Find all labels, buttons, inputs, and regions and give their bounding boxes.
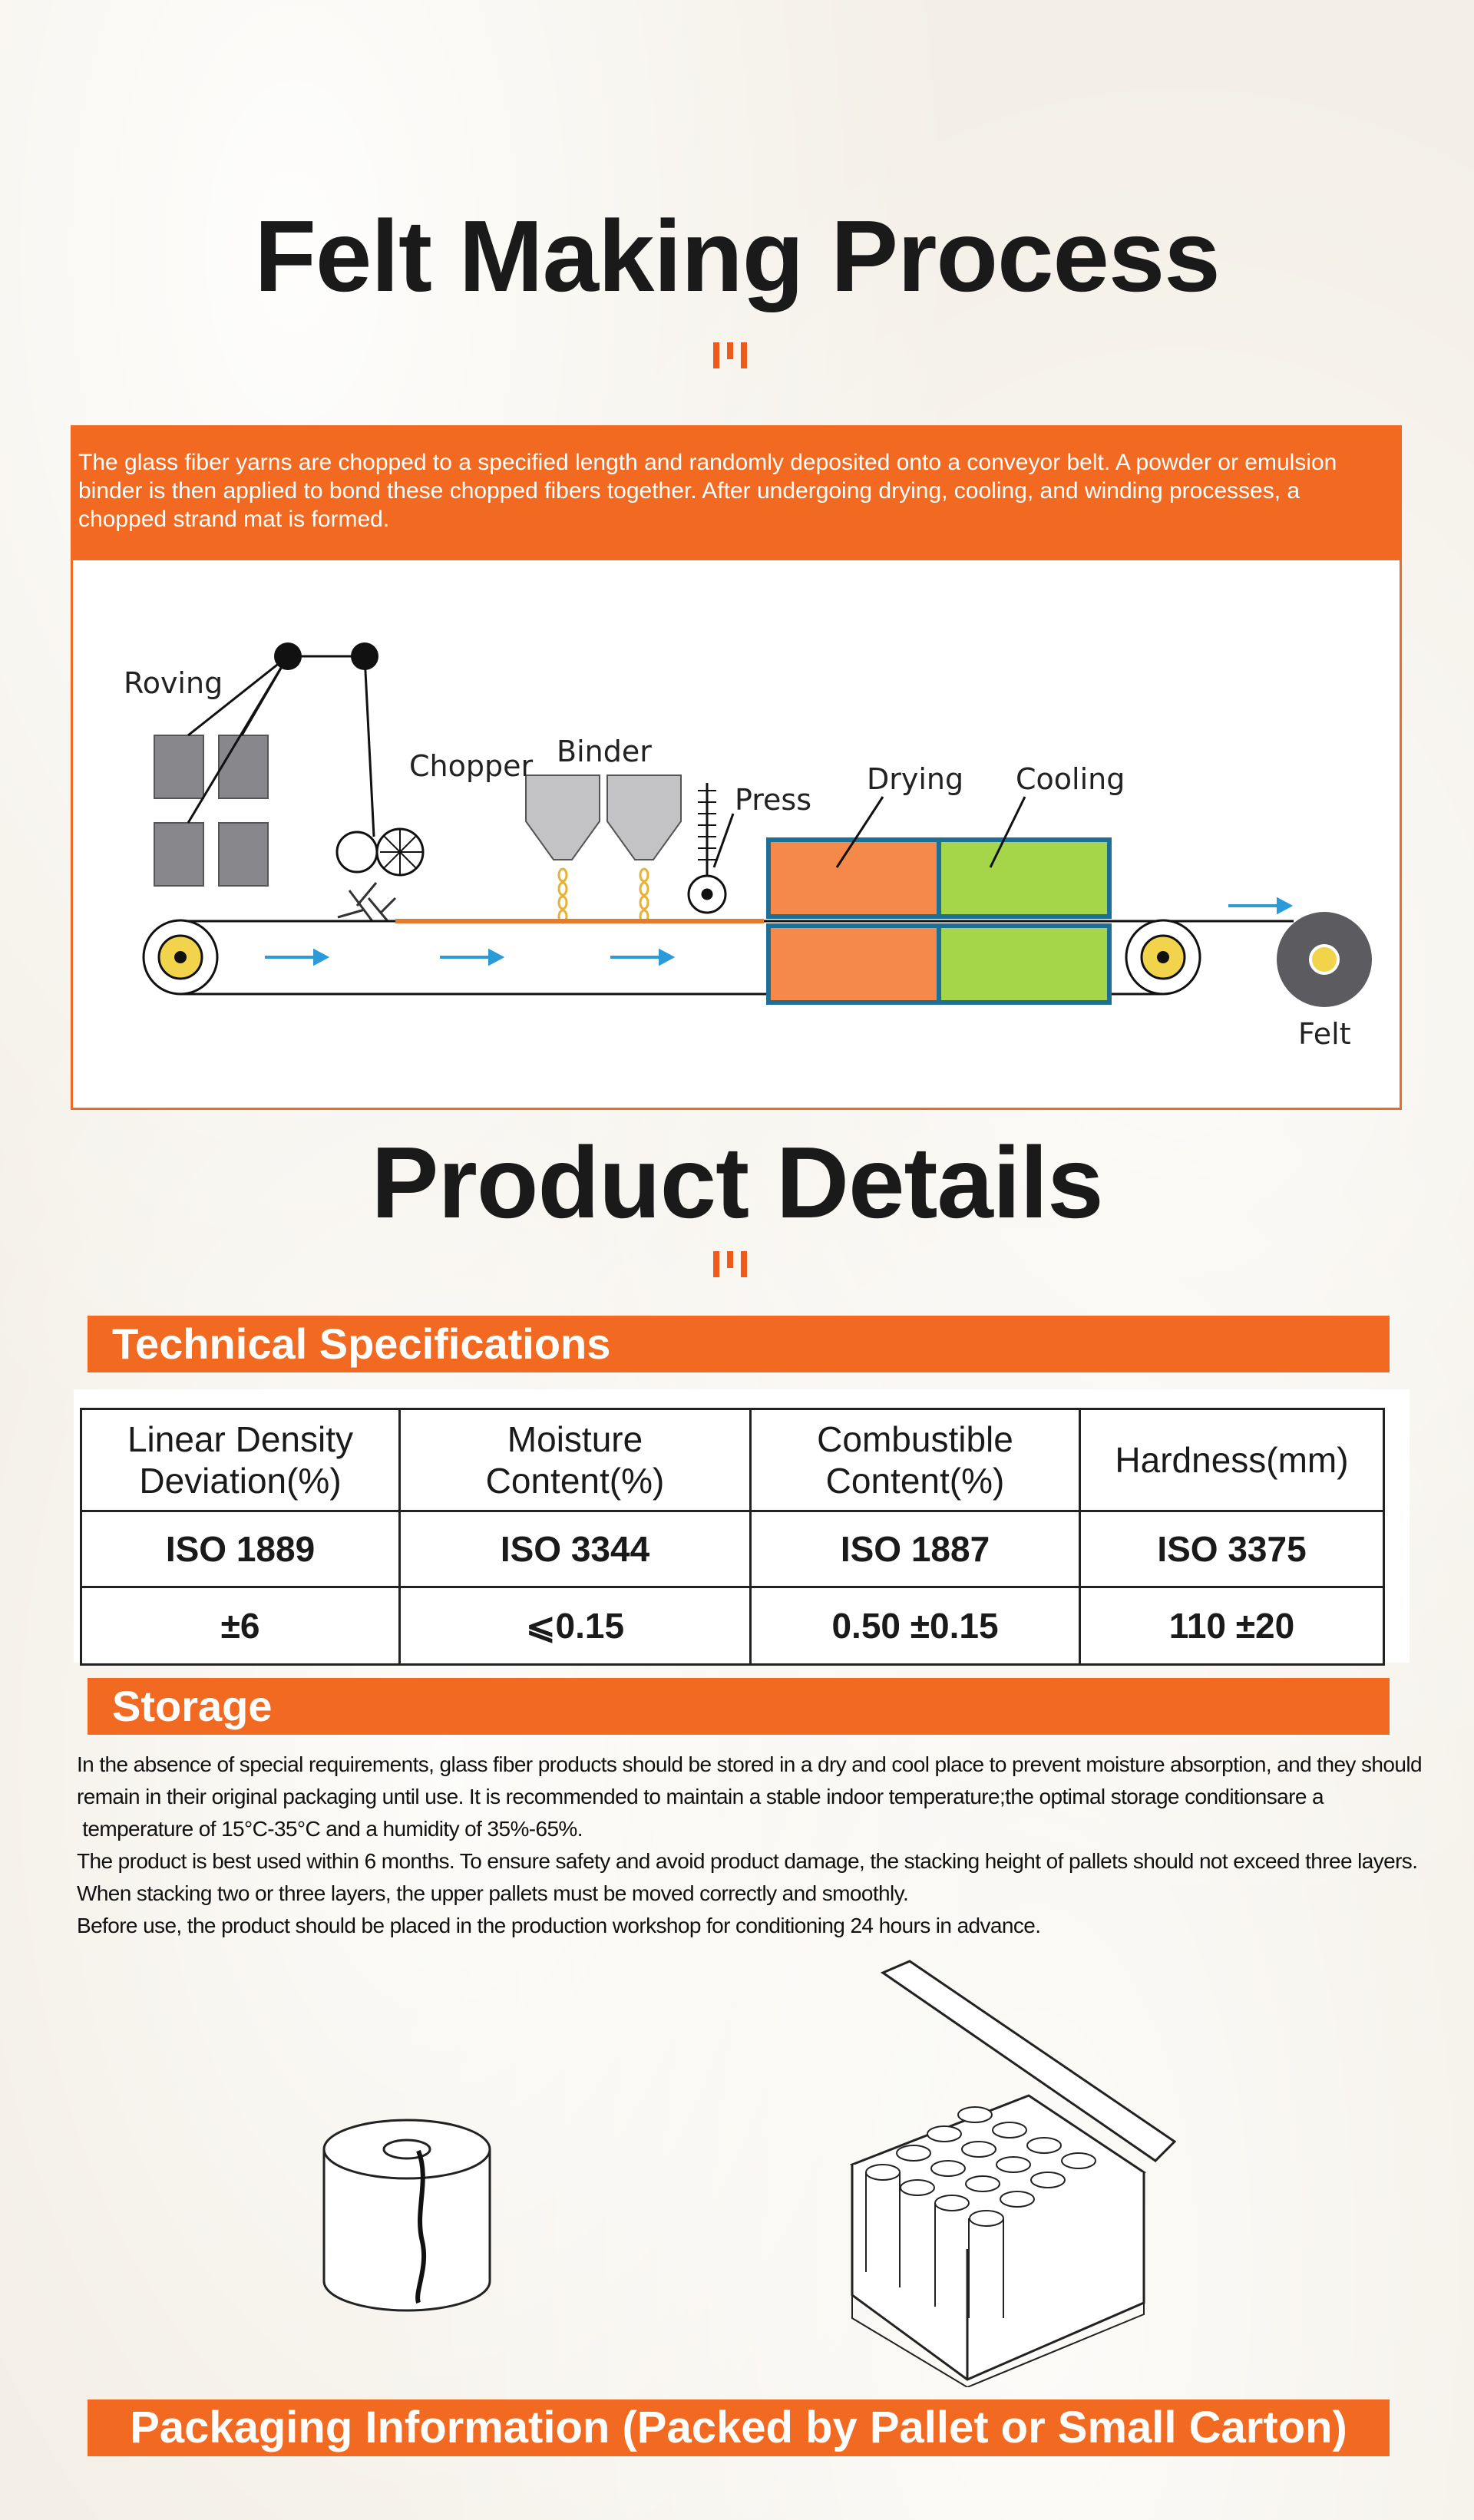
felt-process-diagram xyxy=(71,560,1402,1110)
pallet-packaging-illustration xyxy=(837,1957,1190,2387)
felt-process-title: Felt Making Process xyxy=(254,200,1220,312)
guide-roller xyxy=(351,642,378,670)
felt-process-description: The glass fiber yarns are chopped to a specified length and randomly deposited onto a conveyor belt. A powder or emulsion binder is then applied to bond these chopped fibers together. After undergoing drying, cooling, and winding processes, a chopped strand mat is formed. xyxy=(71,425,1402,560)
technical-specifications-heading: Technical Specifications xyxy=(88,1316,1390,1372)
storage-paragraph: The product is best used within 6 months. To ensure safety and avoid product damage, the stacking height of pallets should not exceed three layers. When stacking two or three layers, the upper pallets must be moved correctly and smoothly. xyxy=(77,1849,1418,1905)
storage-heading: Storage xyxy=(88,1678,1390,1735)
single-roll-illustration xyxy=(307,2103,507,2326)
product-details-title: Product Details xyxy=(371,1126,1103,1239)
table-header-cell: Moisture Content(%) xyxy=(400,1409,751,1511)
table-cell: ISO 3344 xyxy=(400,1511,751,1587)
table-cell: ⩽0.15 xyxy=(400,1587,751,1665)
table-header-cell: Linear Density Deviation(%) xyxy=(81,1409,400,1511)
felt-roll-icon xyxy=(1277,912,1372,1007)
title-divider-marker xyxy=(713,342,747,368)
table-row xyxy=(81,1587,1384,1665)
table-cell: ISO 1889 xyxy=(81,1511,400,1587)
label-press: Press xyxy=(735,783,812,817)
roving-packages xyxy=(154,735,268,886)
table-header-row xyxy=(81,1409,1384,1511)
table-cell: ISO 1887 xyxy=(751,1511,1080,1587)
table-header-cell: Combustible Content(%) xyxy=(751,1409,1080,1511)
label-felt: Felt xyxy=(1298,1017,1351,1051)
guide-roller xyxy=(274,642,302,670)
chopper-icon xyxy=(337,829,423,875)
belt-roller-right xyxy=(1126,920,1200,994)
packaging-heading: Packaging Information (Packed by Pallet or Small Carton) xyxy=(88,2399,1390,2456)
label-binder: Binder xyxy=(557,735,652,768)
label-drying: Drying xyxy=(867,762,964,796)
table-row xyxy=(81,1511,1384,1587)
table-cell: ±6 xyxy=(81,1587,400,1665)
binder-hopper-icon xyxy=(526,775,681,860)
table-header-cell: Hardness(mm) xyxy=(1080,1409,1384,1511)
binder-drops xyxy=(559,869,648,923)
label-roving: Roving xyxy=(124,666,223,700)
storage-text xyxy=(77,1749,1443,1942)
table-cell: 110 ±20 xyxy=(1080,1587,1384,1665)
label-chopper: Chopper xyxy=(409,749,534,783)
belt-roller-left xyxy=(144,920,217,994)
storage-paragraph: Before use, the product should be placed in the production workshop for conditioning 24 hours in advance. xyxy=(77,1914,1041,1937)
table-cell: 0.50 ±0.15 xyxy=(751,1587,1080,1665)
table-cell: ISO 3375 xyxy=(1080,1511,1384,1587)
title-divider-marker xyxy=(713,1251,747,1277)
technical-specifications-table xyxy=(80,1408,1385,1666)
label-cooling: Cooling xyxy=(1016,762,1125,796)
storage-paragraph: In the absence of special requirements, glass fiber products should be stored in a dry and cool place to prevent moisture absorption, and they should remain in their original packaging until use. It is recommended to maintain a stable indoor temperature;the optimal storage conditionsare a temperature of 15°C-35°C and a humidity of 35%-65%. xyxy=(77,1752,1422,1841)
chopped-fibers xyxy=(338,883,395,921)
